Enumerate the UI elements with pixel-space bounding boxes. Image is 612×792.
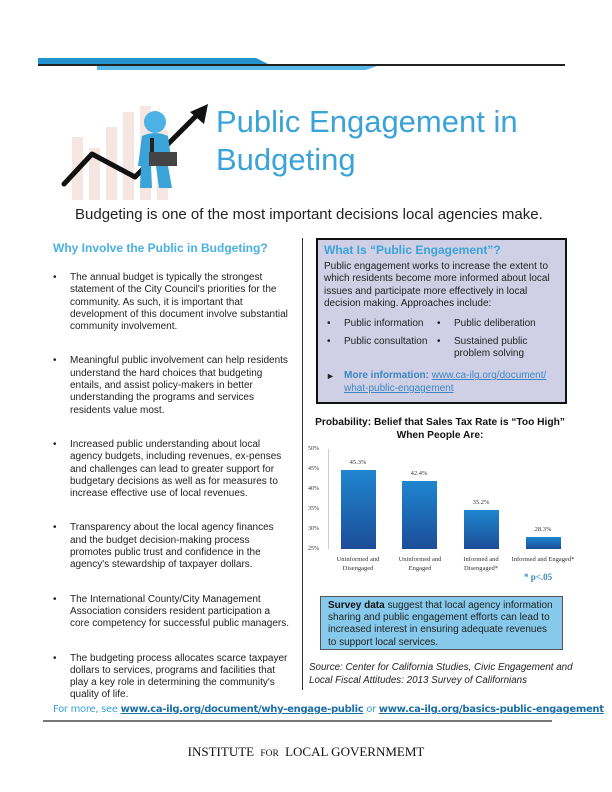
tagline: Budgeting is one of the most important decisions local agencies make.	[75, 206, 543, 223]
box-heading: What Is “Public Engagement”?	[324, 243, 501, 257]
bar-chart	[305, 440, 575, 590]
header-rule	[38, 64, 565, 66]
y-tick: 50%	[308, 446, 319, 452]
page-title	[216, 103, 518, 179]
organization-name	[0, 744, 612, 760]
list-item: • Sustained public problem solving	[434, 336, 554, 360]
list-item: • Increased public understanding about local agency budgets, including revenues, ex-penses and challenges can lead to greater support for budgetary decisions as well as for measures to increase effective use of local revenues.	[52, 439, 292, 500]
approaches-list	[324, 318, 559, 360]
bar-uninformed-engaged	[402, 481, 437, 549]
list-item: • Public information	[324, 318, 434, 330]
org-part: INSTITUTE	[187, 744, 255, 759]
bar-value-label: 42.4%	[410, 470, 428, 477]
bar-value-label: 45.3%	[349, 459, 367, 466]
link-text-1: www.ca-ilg.org/document/	[431, 370, 547, 382]
significance-note: * p<.05	[524, 572, 553, 582]
basics-public-engagement-link[interactable]: www.ca-ilg.org/basics-public-engagement	[378, 704, 604, 715]
y-axis	[328, 449, 329, 549]
list-item: • Public consultation	[324, 336, 434, 360]
header-bar-light	[97, 66, 377, 70]
list-item: • Meaningful public involvement can help residents understand the hard choices that budgeting entails, and assist policy-makers in better understanding the programs and services residents value most.	[52, 355, 292, 416]
x-label: Informed and Disengaged*	[463, 556, 499, 572]
footer-rule	[43, 720, 552, 722]
y-tick: 45%	[308, 466, 319, 472]
survey-text: suggest that local agency information sharing and public engagement efforts can lead to increased interest in ensuring adequate revenues to support local services.	[328, 600, 553, 648]
y-tick: 35%	[308, 506, 319, 512]
link-text-2: what-public-engagement	[344, 382, 454, 394]
why-engage-public-link[interactable]: www.ca-ilg.org/document/why-engage-public	[120, 704, 364, 715]
budget-growth-figure-icon	[52, 102, 222, 200]
title-line-1: Public Engagement in	[216, 104, 518, 139]
org-part: LOCAL GOVERNMEMT	[285, 744, 425, 759]
left-column-heading: Why Involve the Public in Budgeting?	[53, 241, 268, 255]
list-item: • The annual budget is typically the strongest statement of the City Council's priorities for the community. As such, it is important that development of this document involve substantial community involvement.	[52, 272, 292, 333]
for-more-line	[53, 704, 604, 715]
list-item: • The budgeting process allocates scarce taxpayer dollars to services, programs and facilities that play a key role in determining the community's quality of life.	[52, 653, 292, 702]
list-item: • The International County/City Management Association considers resident participation a core competency for successful public managers.	[52, 594, 292, 631]
public-engagement-box	[316, 238, 567, 404]
more-information	[324, 370, 559, 395]
or-text: or	[363, 704, 379, 715]
triangle-right-icon: ►	[326, 371, 335, 382]
bar-value-label: 35.2%	[472, 499, 490, 506]
x-label: Uninformed and Engaged	[398, 556, 442, 572]
bar-uninformed-disengaged	[341, 470, 376, 549]
list-item: • Public deliberation	[434, 318, 554, 330]
org-part: FOR	[260, 749, 279, 759]
title-line-2: Budgeting	[216, 142, 356, 177]
x-label: Uninformed and Disengaged	[336, 556, 380, 572]
y-tick: 25%	[308, 546, 319, 552]
list-item: • Transparency about the local agency finances and the budget decision-making process promotes public trust and confidence in the agency's stewardship of taxpayer dollars.	[52, 522, 292, 571]
for-more-text: For more, see	[53, 704, 121, 715]
more-info-label: More information:	[344, 370, 429, 382]
source-citation: Source: Center for California Studies, Civic Engagement and Local Fiscal Attitudes: 2013 Survey of Californians	[309, 662, 573, 686]
y-tick: 40%	[308, 486, 319, 492]
bar-informed-disengaged	[464, 510, 499, 549]
column-divider	[302, 238, 303, 690]
box-body: Public engagement works to increase the extent to which residents become more informed about local issues and participate more effectively in local decision making. Approaches include:	[324, 261, 550, 309]
chart-title: Probability: Belief that Sales Tax Rate is “Too High” When People Are:	[315, 417, 565, 441]
survey-bold: Survey data	[328, 600, 385, 611]
reasons-list	[52, 272, 292, 724]
bar-value-label: 28.3%	[534, 526, 552, 533]
bar-informed-engaged	[526, 537, 561, 549]
y-tick: 30%	[308, 526, 319, 532]
x-label: Informed and Engaged*	[511, 556, 575, 563]
survey-data-box	[320, 596, 563, 650]
